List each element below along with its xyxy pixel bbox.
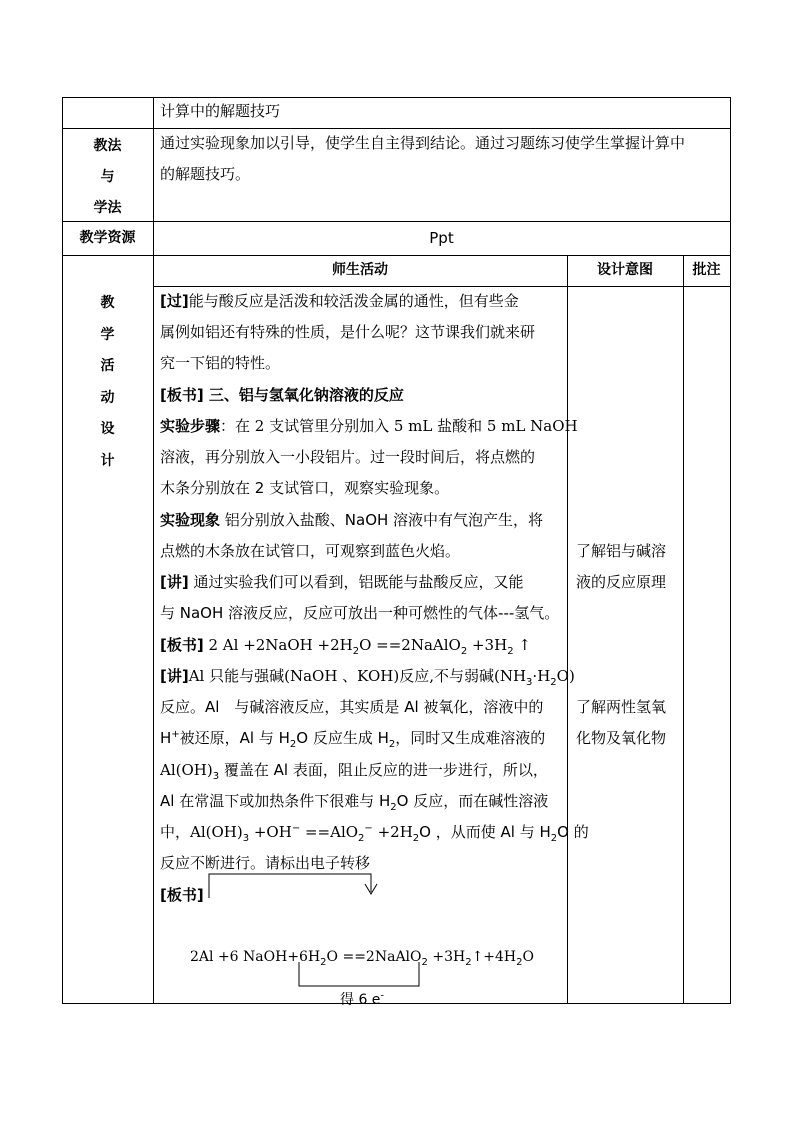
talk2-line3d: ，同时又生成难溶液的 <box>395 729 546 747</box>
talk2-line3b: 被还原，Al 与 H <box>179 729 290 747</box>
activity-label-5: 设 <box>100 421 115 437</box>
eq1-part-a: 2 Al +2NaOH +2H <box>203 636 353 654</box>
phenomenon-label: 实验现象 <box>160 511 221 529</box>
steps-line1 <box>160 411 578 442</box>
talk2-line3-sub1: 2 <box>289 739 297 750</box>
intent-2-line2: 化物及氧化物 <box>576 729 667 747</box>
eq1-sub-3: 2 <box>507 646 514 657</box>
talk2-line1-text: Al 只能与强碱(NaOH 、KOH)反应,不与弱碱(NH <box>188 667 527 685</box>
col-divider-3 <box>683 255 684 1004</box>
methods-label-3: 学法 <box>93 200 122 216</box>
eq1-part-b: O ==2NaAlO <box>359 636 461 654</box>
board-heading-1: [板书] 三、铝与氢氧化钠溶液的反应 <box>160 386 404 404</box>
talk2-line5b: O 反应，而在碱性溶液 <box>396 792 549 810</box>
sup-plus: + <box>171 729 180 740</box>
phenomenon-line1 <box>160 505 543 536</box>
talk1-line1-text: 通过实验我们可以看到，铝既能与盐酸反应，又能 <box>188 573 524 591</box>
eq2-sub-2: 2 <box>421 956 428 968</box>
talk2-sub-h2o: 2 <box>550 677 557 688</box>
talk2-line6-sub4: 2 <box>550 833 558 844</box>
resources-value: Ppt <box>429 229 454 247</box>
talk2-line6-sub1: 3 <box>242 833 250 844</box>
talk2-line6-sub3: 2 <box>412 833 420 844</box>
eq2-part-a: 2Al +6 NaOH+6H <box>190 949 321 965</box>
talk2-line6c: ==AlO <box>300 823 359 841</box>
row-top-text: 计算中的解题技巧 <box>160 102 281 120</box>
table-border-right <box>730 97 731 1004</box>
talk2-line6 <box>160 817 589 848</box>
steps-line2: 溶液，再分别放入一小段铝片。过一段时间后，将点燃的 <box>160 448 536 466</box>
intent-1-line1: 了解铝与碱溶 <box>576 542 667 560</box>
p1-line1 <box>160 286 519 317</box>
p1-line1-text: 能与酸反应是活泼和较活泼金属的通性，但有些金 <box>188 292 519 310</box>
steps-label: 实验步骤 <box>160 417 221 435</box>
talk2-line4-sub: 3 <box>212 771 220 782</box>
header-activities: 师生活动 <box>332 262 388 278</box>
eq1-sub-2: 2 <box>460 646 468 657</box>
resources-label: 教学资源 <box>79 230 136 246</box>
talk2-line5-sub: 2 <box>390 802 397 813</box>
activity-label-1: 教 <box>100 295 115 311</box>
electron-transfer-bracket-bottom <box>295 960 425 990</box>
methods-label-1: 教法 <box>93 138 122 154</box>
steps-line3: 木条分别放在 2 支试管口，观察实验现象。 <box>160 479 450 497</box>
activity-design-label <box>62 288 153 477</box>
talk2-line1c: O) <box>556 667 575 685</box>
activity-label-6: 计 <box>100 452 115 469</box>
col-divider-2 <box>567 255 568 1004</box>
eq2-sub-1: 2 <box>320 956 327 968</box>
eq2-sub-4: 2 <box>516 956 523 968</box>
eq1-sub-1: 2 <box>352 646 360 657</box>
talk2-sub-nh3: 3 <box>526 677 533 688</box>
eq2-part-e: O <box>522 949 534 965</box>
talk2-line6e: O ，从而使 Al 与 H <box>419 823 551 841</box>
intent-1-line2: 液的反应原理 <box>576 573 667 591</box>
talk2-line3 <box>160 723 545 754</box>
talk2-line1b: ·H <box>532 667 551 685</box>
methods-text-2: 的解题技巧。 <box>160 165 251 183</box>
board2-tag: [板书] <box>160 636 204 654</box>
row-divider-2 <box>62 221 731 222</box>
board-equation-1 <box>160 630 531 661</box>
talk2-line2: 反应。Al 与碱溶液反应，其实质是 Al 被氧化，溶液中的 <box>160 698 544 716</box>
talk1-line1 <box>160 567 524 598</box>
talk2-line6a: 中，Al(OH) <box>160 823 243 841</box>
table-border-bottom <box>62 1003 731 1004</box>
talk2-line3a: H <box>160 729 172 747</box>
board-heading-3: [板书] <box>160 886 204 904</box>
sup-minus-1: − <box>291 823 301 834</box>
activity-label-3: 活 <box>100 358 115 374</box>
eq2-part-d: ↑+4H <box>471 949 517 965</box>
electron-gain-sup: - <box>380 990 385 1002</box>
header-design-intent: 设计意图 <box>597 262 653 278</box>
p1-line3: 究一下铝的特性。 <box>160 354 281 372</box>
activity-label-4: 动 <box>100 389 115 406</box>
electron-gain-label <box>340 990 384 1010</box>
sup-minus-2: − <box>364 823 373 834</box>
p1-tag: [过] <box>160 292 189 310</box>
talk2-line6d: +2H <box>372 823 413 841</box>
eq2-sub-3: 2 <box>465 956 472 968</box>
header-notes: 批注 <box>692 262 721 278</box>
eq1-part-c: +3H <box>467 636 508 654</box>
talk2-line5 <box>160 786 548 817</box>
talk2-line1 <box>160 661 575 692</box>
talk2-line4b: 覆盖在 Al 表面，阻止反应的进一步进行，所以， <box>219 761 548 779</box>
methods-text-1: 通过实验现象加以引导，使学生自主得到结论。通过习题练习使学生掌握计算中 <box>160 134 686 152</box>
electron-gain-text: 得 6 e <box>340 992 381 1008</box>
talk2-line6f: O 的 <box>557 823 589 841</box>
eq2-part-c: +3H <box>427 949 466 965</box>
steps-line1-text: ：在 2 支试管里分别加入 5 mL 盐酸和 5 mL NaOH <box>220 417 578 435</box>
eq2-part-b: O ==2NaAlO <box>326 949 422 965</box>
phenomenon-line2: 点燃的木条放在试管口，可观察到蓝色火焰。 <box>160 542 461 560</box>
talk1-line2: 与 NaOH 溶液反应，反应可放出一种可燃性的气体---氢气。 <box>160 604 560 622</box>
talk2-line7: 反应不断进行。请标出电子转移 <box>160 854 371 872</box>
talk2-tag: [讲] <box>160 667 189 685</box>
methods-label-2: 与 <box>100 169 115 185</box>
electron-transfer-arrow-top <box>205 864 385 900</box>
phenomenon-line1-text: 铝分别放入盐酸、NaOH 溶液中有气泡产生，将 <box>220 511 544 529</box>
talk1-tag: [讲] <box>160 573 189 591</box>
talk2-line4a: Al(OH) <box>160 761 213 779</box>
talk2-line3-sub2: 2 <box>388 739 396 750</box>
talk2-line6-sub2: 2 <box>358 833 365 844</box>
methods-label <box>62 131 153 224</box>
talk2-line5a: Al 在常温下或加热条件下很难与 H <box>160 792 391 810</box>
intent-2-line1: 了解两性氢氧 <box>576 698 667 716</box>
talk2-line3c: O 反应生成 H <box>296 729 389 747</box>
talk2-line4 <box>160 755 548 786</box>
activity-label-2: 学 <box>100 326 115 343</box>
p1-line2: 属例如铝还有特殊的性质，是什么呢？这节课我们就来研 <box>160 323 536 341</box>
eq1-part-d: ↑ <box>513 636 531 654</box>
talk2-line6b: +OH <box>249 823 292 841</box>
